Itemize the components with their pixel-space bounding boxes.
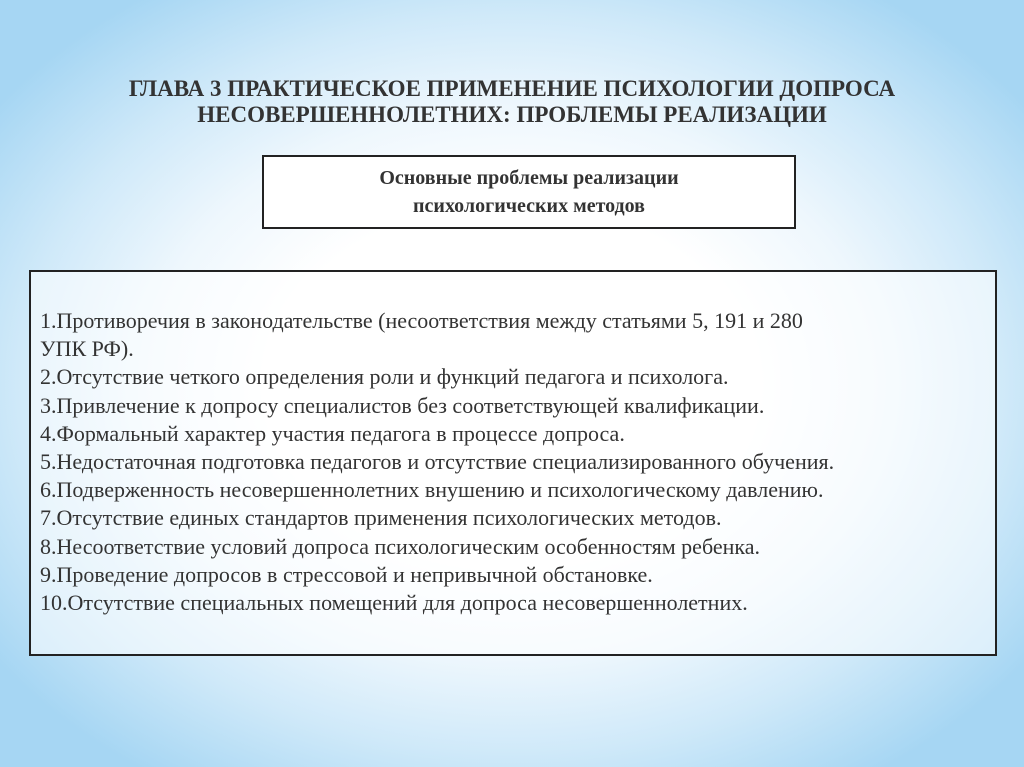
- problem-item-9: 9.Проведение допросов в стрессовой и непривычной обстановке.: [40, 561, 653, 587]
- problems-box: [29, 270, 997, 656]
- problem-item-8: 8.Несоответствие условий допроса психологическим особенностям ребенка.: [40, 533, 761, 559]
- subtitle-box: [262, 155, 796, 229]
- slide-title-line-1: ГЛАВА 3 ПРАКТИЧЕСКОЕ ПРИМЕНЕНИЕ ПСИХОЛОГИИ ДОПРОСА: [128, 76, 896, 101]
- problems-list: [40, 307, 834, 617]
- problem-item-1-continued: УПК РФ).: [40, 336, 134, 362]
- problem-item-7: 7.Отсутствие единых стандартов применения психологических методов.: [40, 505, 722, 531]
- slide-title: [60, 76, 964, 128]
- problem-item-3: 3.Привлечение к допросу специалистов без соответствующей квалификации.: [40, 392, 765, 418]
- problem-item-4: 4.Формальный характер участия педагога в процессе допроса.: [40, 420, 625, 446]
- subtitle-line-2: психологических методов: [413, 195, 645, 217]
- problem-item-1: 1.Противоречия в законодательстве (несоответствия между статьями 5, 191 и 280: [40, 308, 803, 333]
- problem-item-2: 2.Отсутствие четкого определения роли и функций педагога и психолога.: [40, 364, 729, 390]
- problem-item-5: 5.Недостаточная подготовка педагогов и отсутствие специализированного обучения.: [40, 449, 835, 475]
- slide-title-line-2: НЕСОВЕРШЕННОЛЕТНИХ: ПРОБЛЕМЫ РЕАЛИЗАЦИИ: [197, 102, 827, 127]
- subtitle-line-1: Основные проблемы реализации: [379, 167, 679, 189]
- problem-item-6: 6.Подверженность несовершеннолетних внушению и психологическому давлению.: [40, 477, 824, 503]
- problem-item-10: 10.Отсутствие специальных помещений для допроса несовершеннолетних.: [40, 590, 748, 616]
